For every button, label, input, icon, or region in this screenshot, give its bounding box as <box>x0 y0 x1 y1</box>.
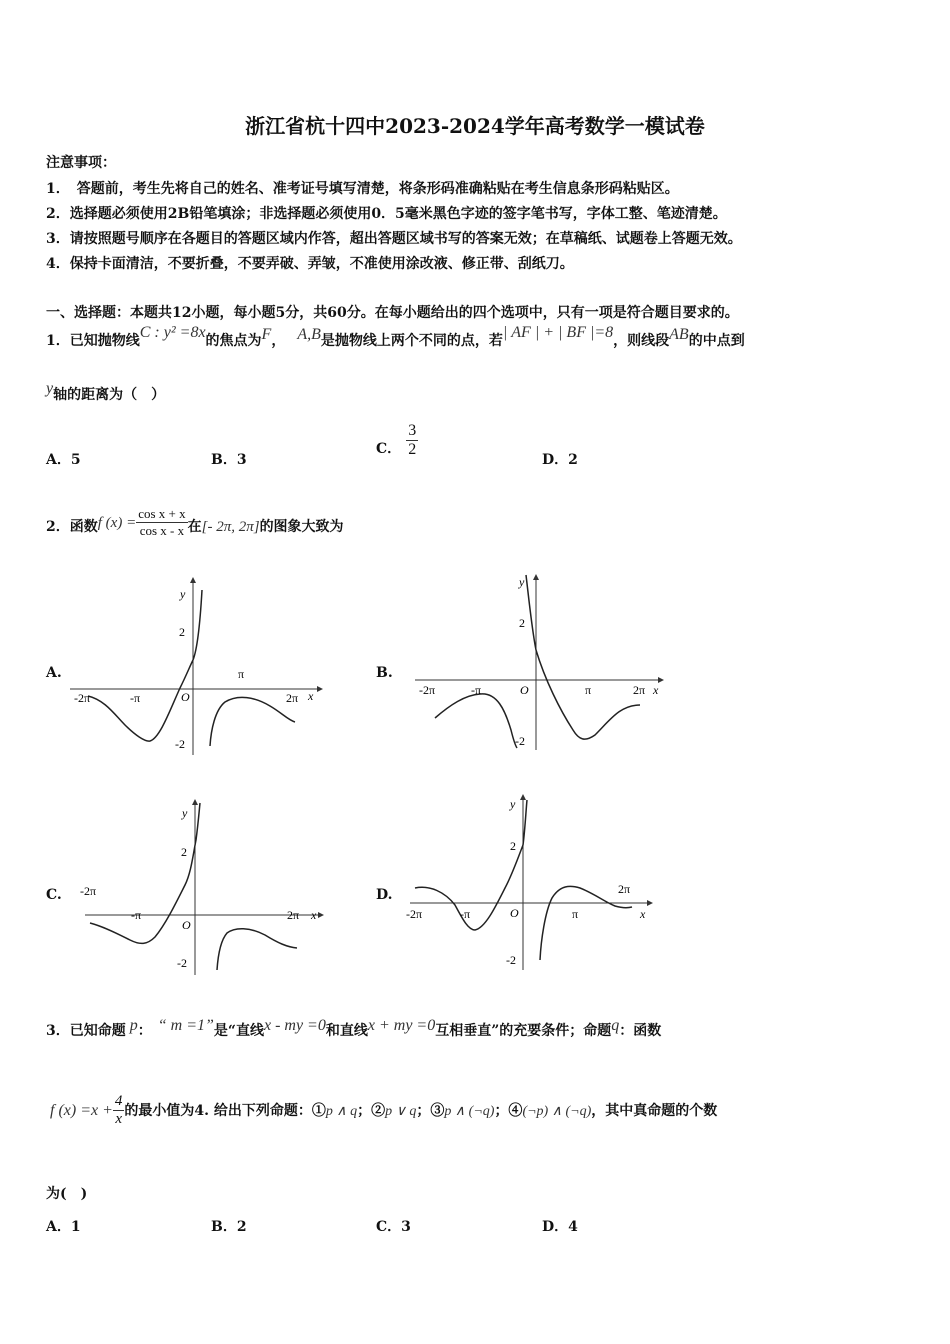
label-two-pi: 2π <box>287 908 300 922</box>
curve-right <box>217 929 297 970</box>
q1-math: A,B <box>297 326 321 343</box>
q3-math: x - my =0 <box>263 1017 326 1034</box>
q2-text: 2．函数 <box>46 519 98 535</box>
label-two: 2 <box>519 616 525 630</box>
q1-text: 1．已知抛物线 <box>46 333 140 349</box>
q1-math: | AF | + | BF |=8 <box>502 324 614 341</box>
q2-fraction <box>136 506 187 539</box>
q1-text: ，则线段 <box>613 333 670 349</box>
q1-text: 的焦点为 <box>205 333 262 349</box>
label-two-pi: 2π <box>633 683 646 697</box>
q1-text: 是抛物线上两个不同的点，若 <box>320 333 503 349</box>
label-origin: O <box>182 918 191 932</box>
q3-text: 是“直线 <box>213 1023 264 1039</box>
label-neg-pi: -π <box>131 908 142 922</box>
q1-text: ， <box>271 333 286 349</box>
q3-math: “ m =1” <box>157 1017 214 1034</box>
label-origin: O <box>520 683 529 697</box>
page-title: 浙江省杭十四中2023-2024学年高考数学一模试卷 <box>245 114 705 138</box>
q1-math: y <box>46 380 54 397</box>
fraction-numerator: 3 <box>408 422 417 439</box>
label-pi: π <box>238 667 245 681</box>
fraction-denominator: 2 <box>408 441 417 458</box>
label-neg-pi: -π <box>460 907 471 921</box>
fraction-denominator: cos x - x <box>139 523 185 538</box>
q3-option-a[interactable]: A．1 <box>46 1219 81 1235</box>
fraction-numerator: cos x + x <box>138 506 186 521</box>
notice-item: 1． 答题前，考生先将自己的姓名、准考证号填写清楚，将条形码准确粘贴在考生信息条形码粘贴区。 <box>46 181 679 197</box>
curve-left <box>435 694 517 748</box>
label-y: y <box>510 797 516 811</box>
q3-fraction <box>113 1093 125 1128</box>
q3-text: ；④ <box>494 1103 523 1119</box>
q3-math: p <box>129 1017 138 1034</box>
label-neg-two-pi: -2π <box>74 691 91 705</box>
q2-option-c[interactable]: C. <box>46 887 62 903</box>
q2-option-d[interactable]: D. <box>376 887 393 903</box>
q2-text: 的图象大致为 <box>259 519 344 535</box>
q1-option-b[interactable]: B．3 <box>211 452 247 468</box>
q3-text: 互相垂直”的充要条件；命题 <box>435 1023 612 1039</box>
q1-math: AB <box>669 326 689 343</box>
question-2 <box>46 506 344 539</box>
q3-choice-4: (¬p) ∧ (¬q) <box>522 1104 592 1119</box>
label-two-pi: 2π <box>618 882 631 896</box>
question-1-line1 <box>46 324 745 350</box>
label-x: x <box>653 683 659 697</box>
q2-option-a[interactable]: A. <box>46 665 62 681</box>
section-heading: 一、选择题：本题共12小题，每小题5分，共60分。在每小题给出的四个选项中，只有一项是符合题目要求的。 <box>46 305 739 321</box>
q3-text: ；③ <box>416 1103 445 1119</box>
label-neg-two: -2 <box>175 737 185 751</box>
label-two-pi: 2π <box>286 691 299 705</box>
graph-b <box>405 570 670 760</box>
q2-math: f (x) = <box>97 515 137 531</box>
label-neg-pi: -π <box>130 691 141 705</box>
q3-math: f (x) =x + <box>50 1102 113 1119</box>
label-x: x <box>311 908 317 922</box>
q3-option-c[interactable]: C．3 <box>376 1219 411 1235</box>
question-3-line2 <box>50 1093 717 1128</box>
q3-text: ，其中真命题的个数 <box>591 1103 718 1119</box>
curve-right <box>210 697 295 746</box>
label-x: x <box>308 689 314 703</box>
label-origin: O <box>510 906 519 920</box>
q1-option-c[interactable] <box>376 422 418 459</box>
label-two: 2 <box>510 839 516 853</box>
label-pi: π <box>572 907 579 921</box>
label-y: y <box>519 575 525 589</box>
graph-d <box>400 790 660 980</box>
q3-text: ： <box>137 1023 152 1039</box>
q1-text: 的中点到 <box>688 333 745 349</box>
notice-heading: 注意事项： <box>46 155 116 171</box>
label-x: x <box>640 907 646 921</box>
notice-item: 4．保持卡面清洁，不要折叠，不要弄破、弄皱，不准使用涂改液、修正带、刮纸刀。 <box>46 256 574 272</box>
fraction-denominator: x <box>115 1111 122 1127</box>
q3-choice-3: p ∧ (¬q) <box>444 1104 495 1119</box>
label-neg-two: -2 <box>515 734 525 748</box>
q1-math: F <box>261 326 272 343</box>
q3-text: 为( ) <box>46 1186 88 1202</box>
q3-choice-1: p ∧ q <box>325 1104 358 1119</box>
q1-option-c-label: C． <box>376 441 402 457</box>
q1-option-c-fraction <box>406 422 418 459</box>
label-y: y <box>180 587 186 601</box>
notice-item: 3．请按照题号顺序在各题目的答题区域内作答，超出答题区域书写的答案无效；在草稿纸、试题卷上答题无效。 <box>46 231 742 247</box>
notice-item: 2．选择题必须使用2B铅笔填涂；非选择题必须使用0．5毫米黑色字迹的签字笔书写，字体工整、笔迹清楚。 <box>46 206 727 222</box>
label-neg-two-pi: -2π <box>80 884 97 898</box>
label-neg-two: -2 <box>177 956 187 970</box>
label-y: y <box>182 806 188 820</box>
q3-text: ；② <box>357 1103 386 1119</box>
q1-math: C : y² =8x <box>139 324 206 341</box>
label-two: 2 <box>179 625 185 639</box>
q2-option-b[interactable]: B. <box>376 665 393 681</box>
question-3-line1 <box>46 1015 662 1039</box>
q2-text: 在 <box>187 519 202 535</box>
curve-left <box>88 590 202 741</box>
question-1-line2 <box>46 380 166 404</box>
curve-right <box>540 886 632 960</box>
label-neg-two: -2 <box>506 953 516 967</box>
q3-choice-2: p ∨ q <box>385 1104 417 1119</box>
graph-c <box>75 795 330 980</box>
label-neg-two-pi: -2π <box>419 683 436 697</box>
q1-option-a[interactable]: A．5 <box>46 452 81 468</box>
q3-math: q <box>611 1017 620 1034</box>
q2-math: [- 2π, 2π] <box>201 519 260 535</box>
label-neg-two-pi: -2π <box>406 907 423 921</box>
label-neg-pi: -π <box>471 683 482 697</box>
label-origin: O <box>181 690 190 704</box>
q3-text: 和直线 <box>325 1023 368 1039</box>
label-pi: π <box>585 683 592 697</box>
q3-math: x + my =0 <box>367 1017 436 1034</box>
q3-option-d[interactable]: D．4 <box>542 1219 578 1235</box>
curve-right <box>526 575 640 739</box>
graph-a <box>60 570 330 760</box>
q1-text: 轴的距离为（ ） <box>53 387 166 403</box>
fraction-numerator: 4 <box>114 1093 123 1109</box>
q1-option-d[interactable]: D．2 <box>542 452 578 468</box>
q3-text: 3．已知命题 <box>46 1023 126 1039</box>
label-two: 2 <box>181 845 187 859</box>
q3-text: ：函数 <box>619 1023 662 1039</box>
q3-text: 的最小值为4. 给出下列命题：① <box>124 1103 326 1119</box>
q3-option-b[interactable]: B．2 <box>211 1219 247 1235</box>
